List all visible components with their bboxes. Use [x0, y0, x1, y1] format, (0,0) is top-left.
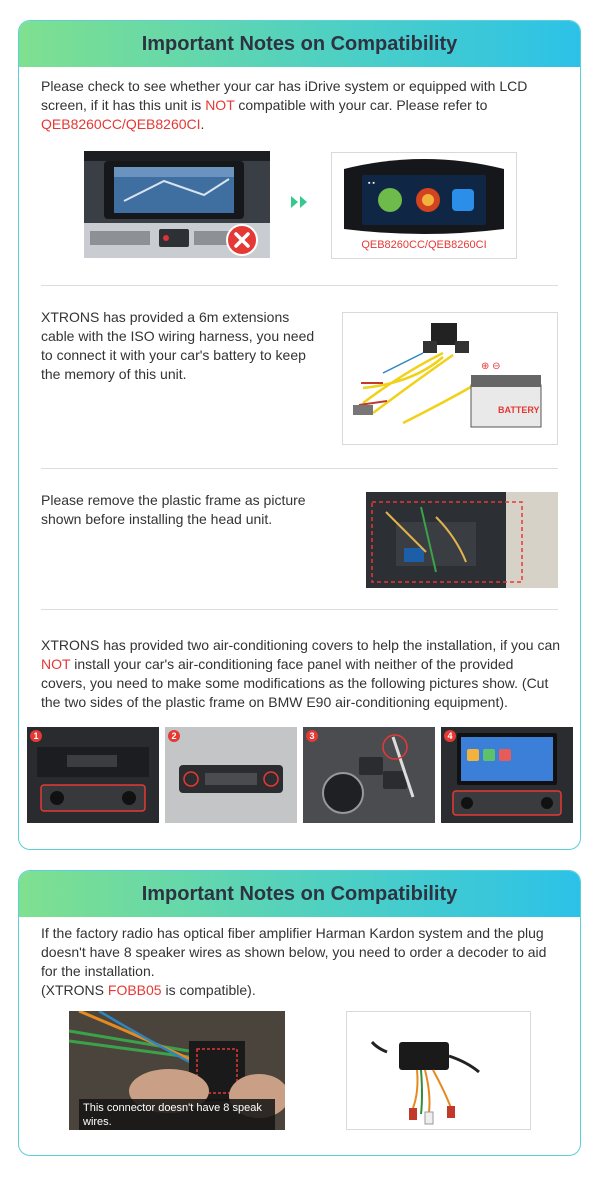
battery-label: BATTERY — [498, 405, 540, 415]
step-number: 3 — [306, 730, 318, 742]
divider — [41, 609, 558, 610]
step-photo-4 — [441, 727, 573, 823]
decoder-photo — [346, 1011, 531, 1130]
step-number: 4 — [444, 730, 456, 742]
cable-note: XTRONS has provided a 6m extensions cable with the ISO wiring harness, you need to connect it with your car's battery to keep the memory of this unit. — [41, 309, 315, 382]
connector-caption: This connector doesn't have 8 speak wires. — [79, 1099, 275, 1130]
compatibility-card-2 — [18, 870, 581, 1156]
idrive-note: Please check to see whether your car has iDrive system or equipped with LCD screen, if it has this unit is NOT compatible with your car. Please refer to QEB8260CC/QEB8260CI. — [41, 78, 528, 132]
model-link[interactable]: QEB8260CC/QEB8260CI — [41, 116, 201, 132]
step-number: 1 — [30, 730, 42, 742]
idrive-dashboard-photo — [84, 151, 270, 258]
product-link[interactable]: FOBB05 — [107, 982, 162, 998]
plastic-frame-note: Please remove the plastic frame as picture shown before installing the head unit. — [41, 492, 306, 527]
section-title: Important Notes on Compatibility — [141, 882, 458, 905]
step-photo-3 — [303, 727, 435, 823]
section-title: Important Notes on Compatibility — [141, 32, 458, 55]
compatibility-card-1 — [18, 20, 581, 850]
divider — [41, 285, 558, 286]
not-highlight: NOT — [205, 97, 235, 113]
section-title-banner — [19, 21, 580, 67]
not-highlight: NOT — [41, 656, 71, 672]
decoder-note: (XTRONS FOBB05 is compatible). — [41, 982, 256, 998]
plastic-frame-photo — [366, 492, 558, 588]
svg-text:▪ ▪: ▪ ▪ — [368, 180, 375, 187]
harman-kardon-note: If the factory radio has optical fiber amplifier Harman Kardon system and the plug doesn't have 8 speaker wires as shown below, you need to order a decoder to aid for the installation. — [41, 925, 547, 979]
step-number: 2 — [168, 730, 180, 742]
section-title-banner — [19, 871, 580, 917]
double-arrow-icon — [289, 195, 313, 214]
divider — [41, 468, 558, 469]
ac-cover-note: XTRONS has provided two air-conditioning covers to help the installation, if you can NOT install your car's air-conditioning face panel with neither of the provided covers, you need to make some modifications as the following pictures show. (Cut the two sides of the plastic frame on BMW E90 air-conditioning equipment). — [41, 637, 561, 710]
incompatible-x-icon — [226, 224, 258, 256]
step-photo-1 — [27, 727, 159, 823]
product-unit-photo — [331, 152, 517, 259]
wiring-harness-photo — [342, 312, 558, 445]
connector-photo — [69, 1011, 285, 1130]
svg-text:⊕ ⊖: ⊕ ⊖ — [481, 361, 501, 372]
product-caption: QEB8260CC/QEB8260CI — [361, 239, 487, 251]
step-photo-2 — [165, 727, 297, 823]
